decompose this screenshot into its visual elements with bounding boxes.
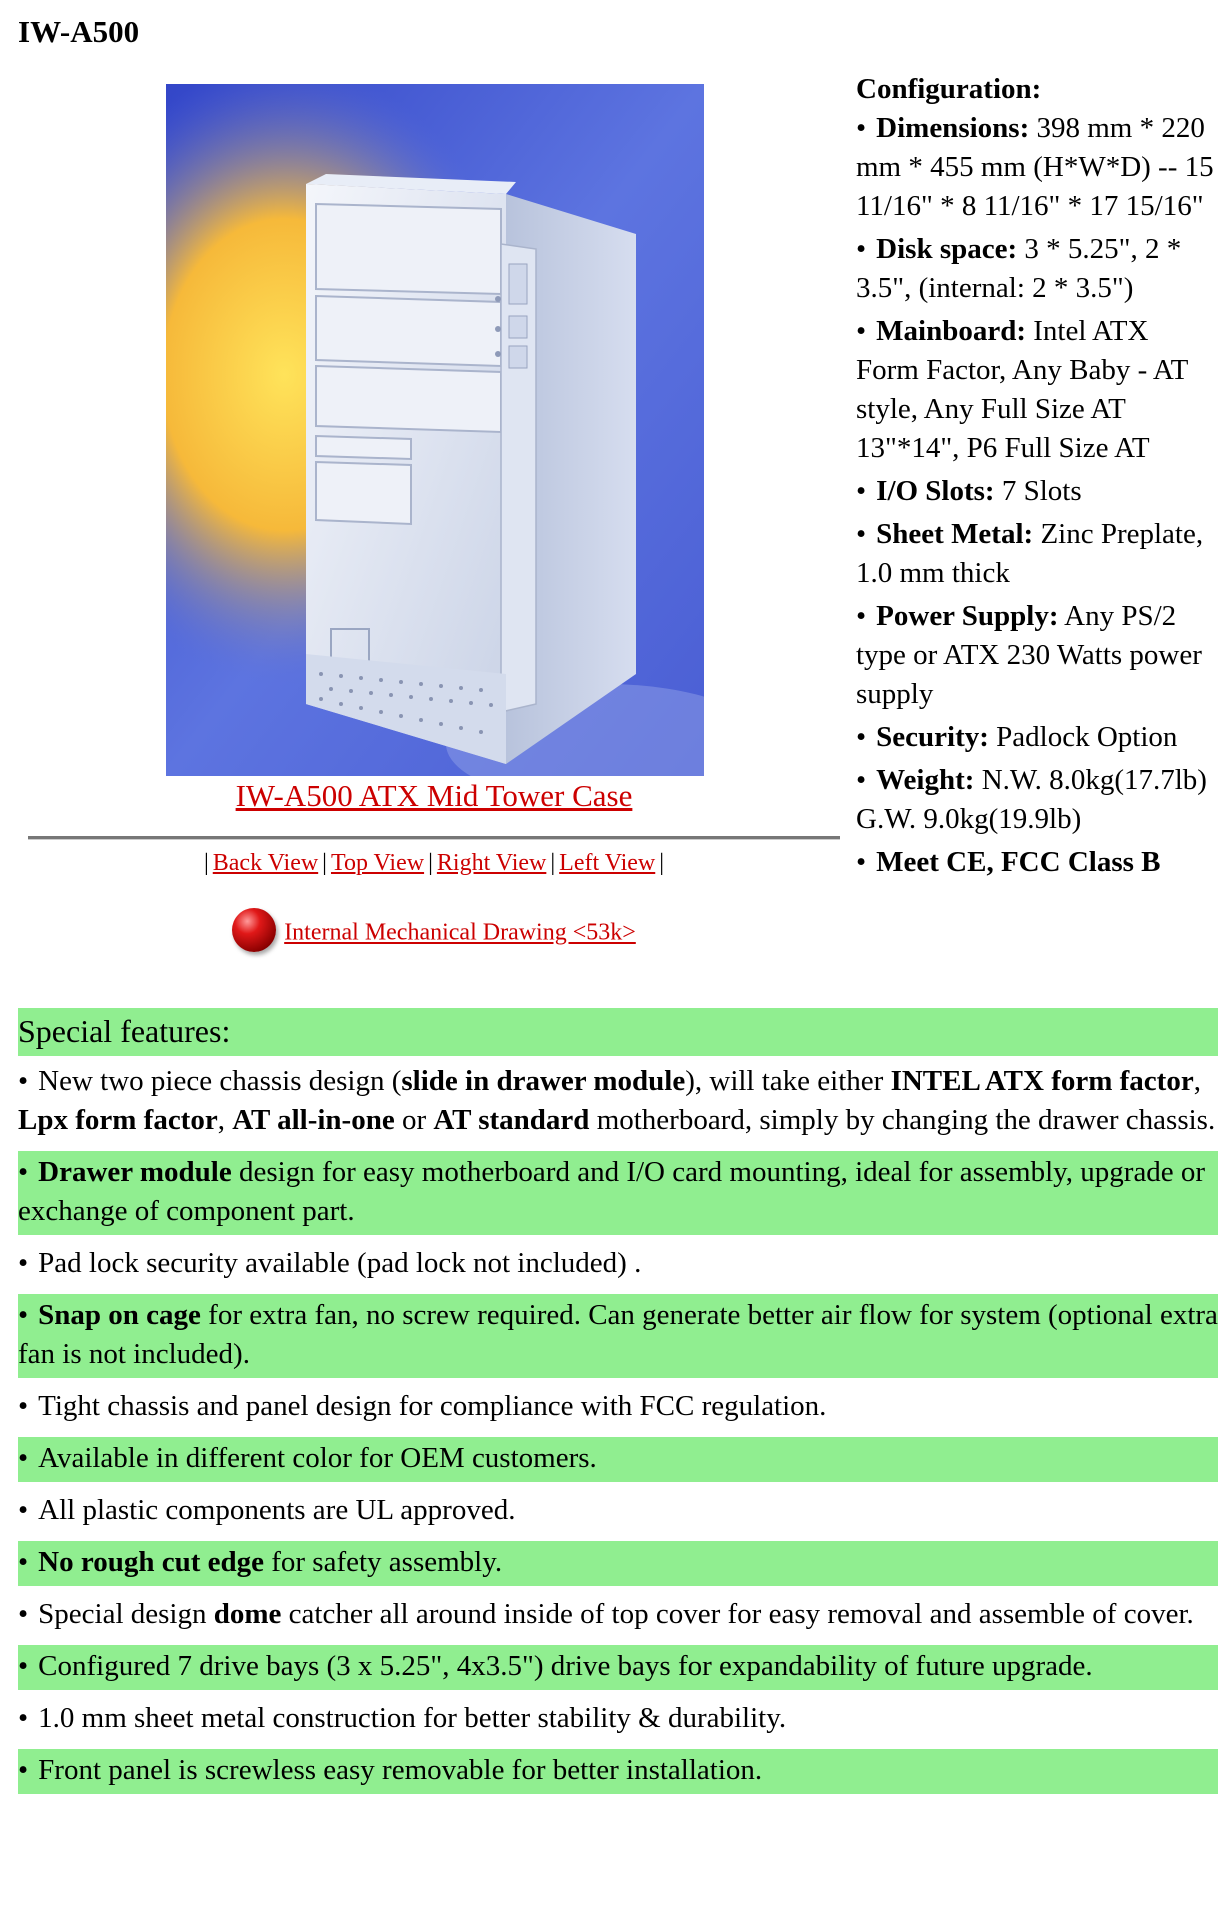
config-item-io-slots: • I/O Slots: 7 Slots bbox=[856, 475, 1082, 507]
feature-item: • Drawer module design for easy motherboard and I/O card mounting, ideal for assembly, upgrade or exchange of component part. bbox=[18, 1151, 1218, 1235]
config-label: Weight: bbox=[876, 764, 975, 796]
config-label: Security: bbox=[876, 721, 989, 753]
feature-item: • Pad lock security available (pad lock not included) . bbox=[18, 1247, 642, 1279]
back-view-link[interactable]: Back View bbox=[212, 850, 319, 876]
feature-item: • No rough cut edge for safety assembly. bbox=[18, 1541, 1218, 1586]
separator: | bbox=[659, 850, 665, 876]
config-item-dimensions: • Dimensions: 398 mm * 220 mm * 455 mm (H*W*D) -- 15 11/16" * 8 11/16" * 17 15/16" bbox=[856, 112, 1214, 222]
config-item-mainboard: • Mainboard: Intel ATX Form Factor, Any Baby - AT style, Any Full Size AT 13"*14", P6 Full Size AT bbox=[856, 315, 1188, 464]
feature-item: • Tight chassis and panel design for compliance with FCC regulation. bbox=[18, 1390, 827, 1422]
red-ball-icon bbox=[232, 908, 276, 952]
feature-item: • 1.0 mm sheet metal construction for better stability & durability. bbox=[18, 1702, 787, 1734]
feature-item: • Available in different color for OEM customers. bbox=[18, 1437, 1218, 1482]
config-label: Mainboard: bbox=[876, 315, 1026, 347]
config-value: Any PS/2 type or ATX 230 Watts power supply bbox=[856, 600, 1202, 710]
config-value: N.W. 8.0kg(17.7lb) G.W. 9.0kg(19.9lb) bbox=[856, 764, 1207, 835]
config-value: Padlock Option bbox=[988, 721, 1178, 753]
feature-item: • Front panel is screwless easy removable for better installation. bbox=[18, 1749, 1218, 1794]
config-item-power-supply: • Power Supply: Any PS/2 type or ATX 230 Watts power supply bbox=[856, 600, 1202, 710]
config-value: 398 mm * 220 mm * 455 mm (H*W*D) -- 15 11/16" * 8 11/16" * 17 15/16" bbox=[856, 112, 1214, 222]
config-value: Intel ATX Form Factor, Any Baby - AT style, Any Full Size AT 13"*14", P6 Full Size AT bbox=[856, 315, 1188, 464]
product-photo bbox=[166, 84, 704, 776]
drawing-row bbox=[28, 912, 840, 962]
internal-drawing-link[interactable]: Internal Mechanical Drawing <53k> bbox=[284, 919, 636, 946]
configuration-panel bbox=[856, 70, 1218, 886]
config-label: I/O Slots: bbox=[876, 475, 995, 507]
config-item-sheet-metal: • Sheet Metal: Zinc Preplate, 1.0 mm thick bbox=[856, 518, 1204, 589]
separator: | bbox=[550, 850, 556, 876]
divider bbox=[28, 836, 840, 840]
feature-item: • Configured 7 drive bays (3 x 5.25", 4x3.5") drive bays for expandability of future upgrade. bbox=[18, 1645, 1218, 1690]
special-features-header bbox=[18, 1008, 1218, 1056]
special-features-title: Special features: bbox=[18, 1013, 231, 1049]
feature-item: • All plastic components are UL approved. bbox=[18, 1494, 516, 1526]
view-links bbox=[28, 850, 840, 877]
separator: | bbox=[428, 850, 433, 876]
configuration-title: Configuration: bbox=[856, 73, 1042, 105]
config-label: Meet CE, FCC Class B bbox=[876, 846, 1161, 878]
config-item-weight: • Weight: N.W. 8.0kg(17.7lb) G.W. 9.0kg(19.9lb) bbox=[856, 764, 1207, 835]
separator: | bbox=[322, 850, 327, 876]
config-label: Power Supply: bbox=[876, 600, 1059, 632]
config-item-disk-space: • Disk space: 3 * 5.25", 2 * 3.5", (internal: 2 * 3.5") bbox=[856, 233, 1182, 304]
config-value: 3 * 5.25", 2 * 3.5", (internal: 2 * 3.5") bbox=[856, 233, 1182, 304]
right-view-link[interactable]: Right View bbox=[436, 850, 547, 876]
separator: | bbox=[203, 850, 209, 876]
config-item-security: • Security: Padlock Option bbox=[856, 721, 1178, 753]
config-item-certification: • Meet CE, FCC Class B bbox=[856, 846, 1161, 878]
feature-item: • Special design dome catcher all around inside of top cover for easy removal and assemble of cover. bbox=[18, 1598, 1194, 1630]
left-view-link[interactable]: Left View bbox=[559, 850, 656, 876]
config-label: Dimensions: bbox=[876, 112, 1030, 144]
feature-item: • Snap on cage for extra fan, no screw required. Can generate better air flow for system (optional extra fan is not included). bbox=[18, 1294, 1218, 1378]
feature-item: • New two piece chassis design (slide in drawer module), will take either INTEL ATX form factor, Lpx form factor, AT all-in-one or AT standard motherboard, simply by changing the drawer chassis. bbox=[18, 1065, 1216, 1136]
top-view-link[interactable]: Top View bbox=[330, 850, 425, 876]
product-caption-link[interactable]: IW-A500 ATX Mid Tower Case bbox=[235, 778, 633, 813]
config-label: Sheet Metal: bbox=[876, 518, 1034, 550]
special-features-list bbox=[18, 1060, 1218, 1801]
page-title: IW-A500 bbox=[18, 14, 140, 49]
config-value: Zinc Preplate, 1.0 mm thick bbox=[856, 518, 1204, 589]
pc-case-illustration bbox=[166, 84, 704, 776]
config-value: 7 Slots bbox=[994, 475, 1082, 507]
product-caption bbox=[28, 778, 840, 814]
config-label: Disk space: bbox=[876, 233, 1018, 265]
